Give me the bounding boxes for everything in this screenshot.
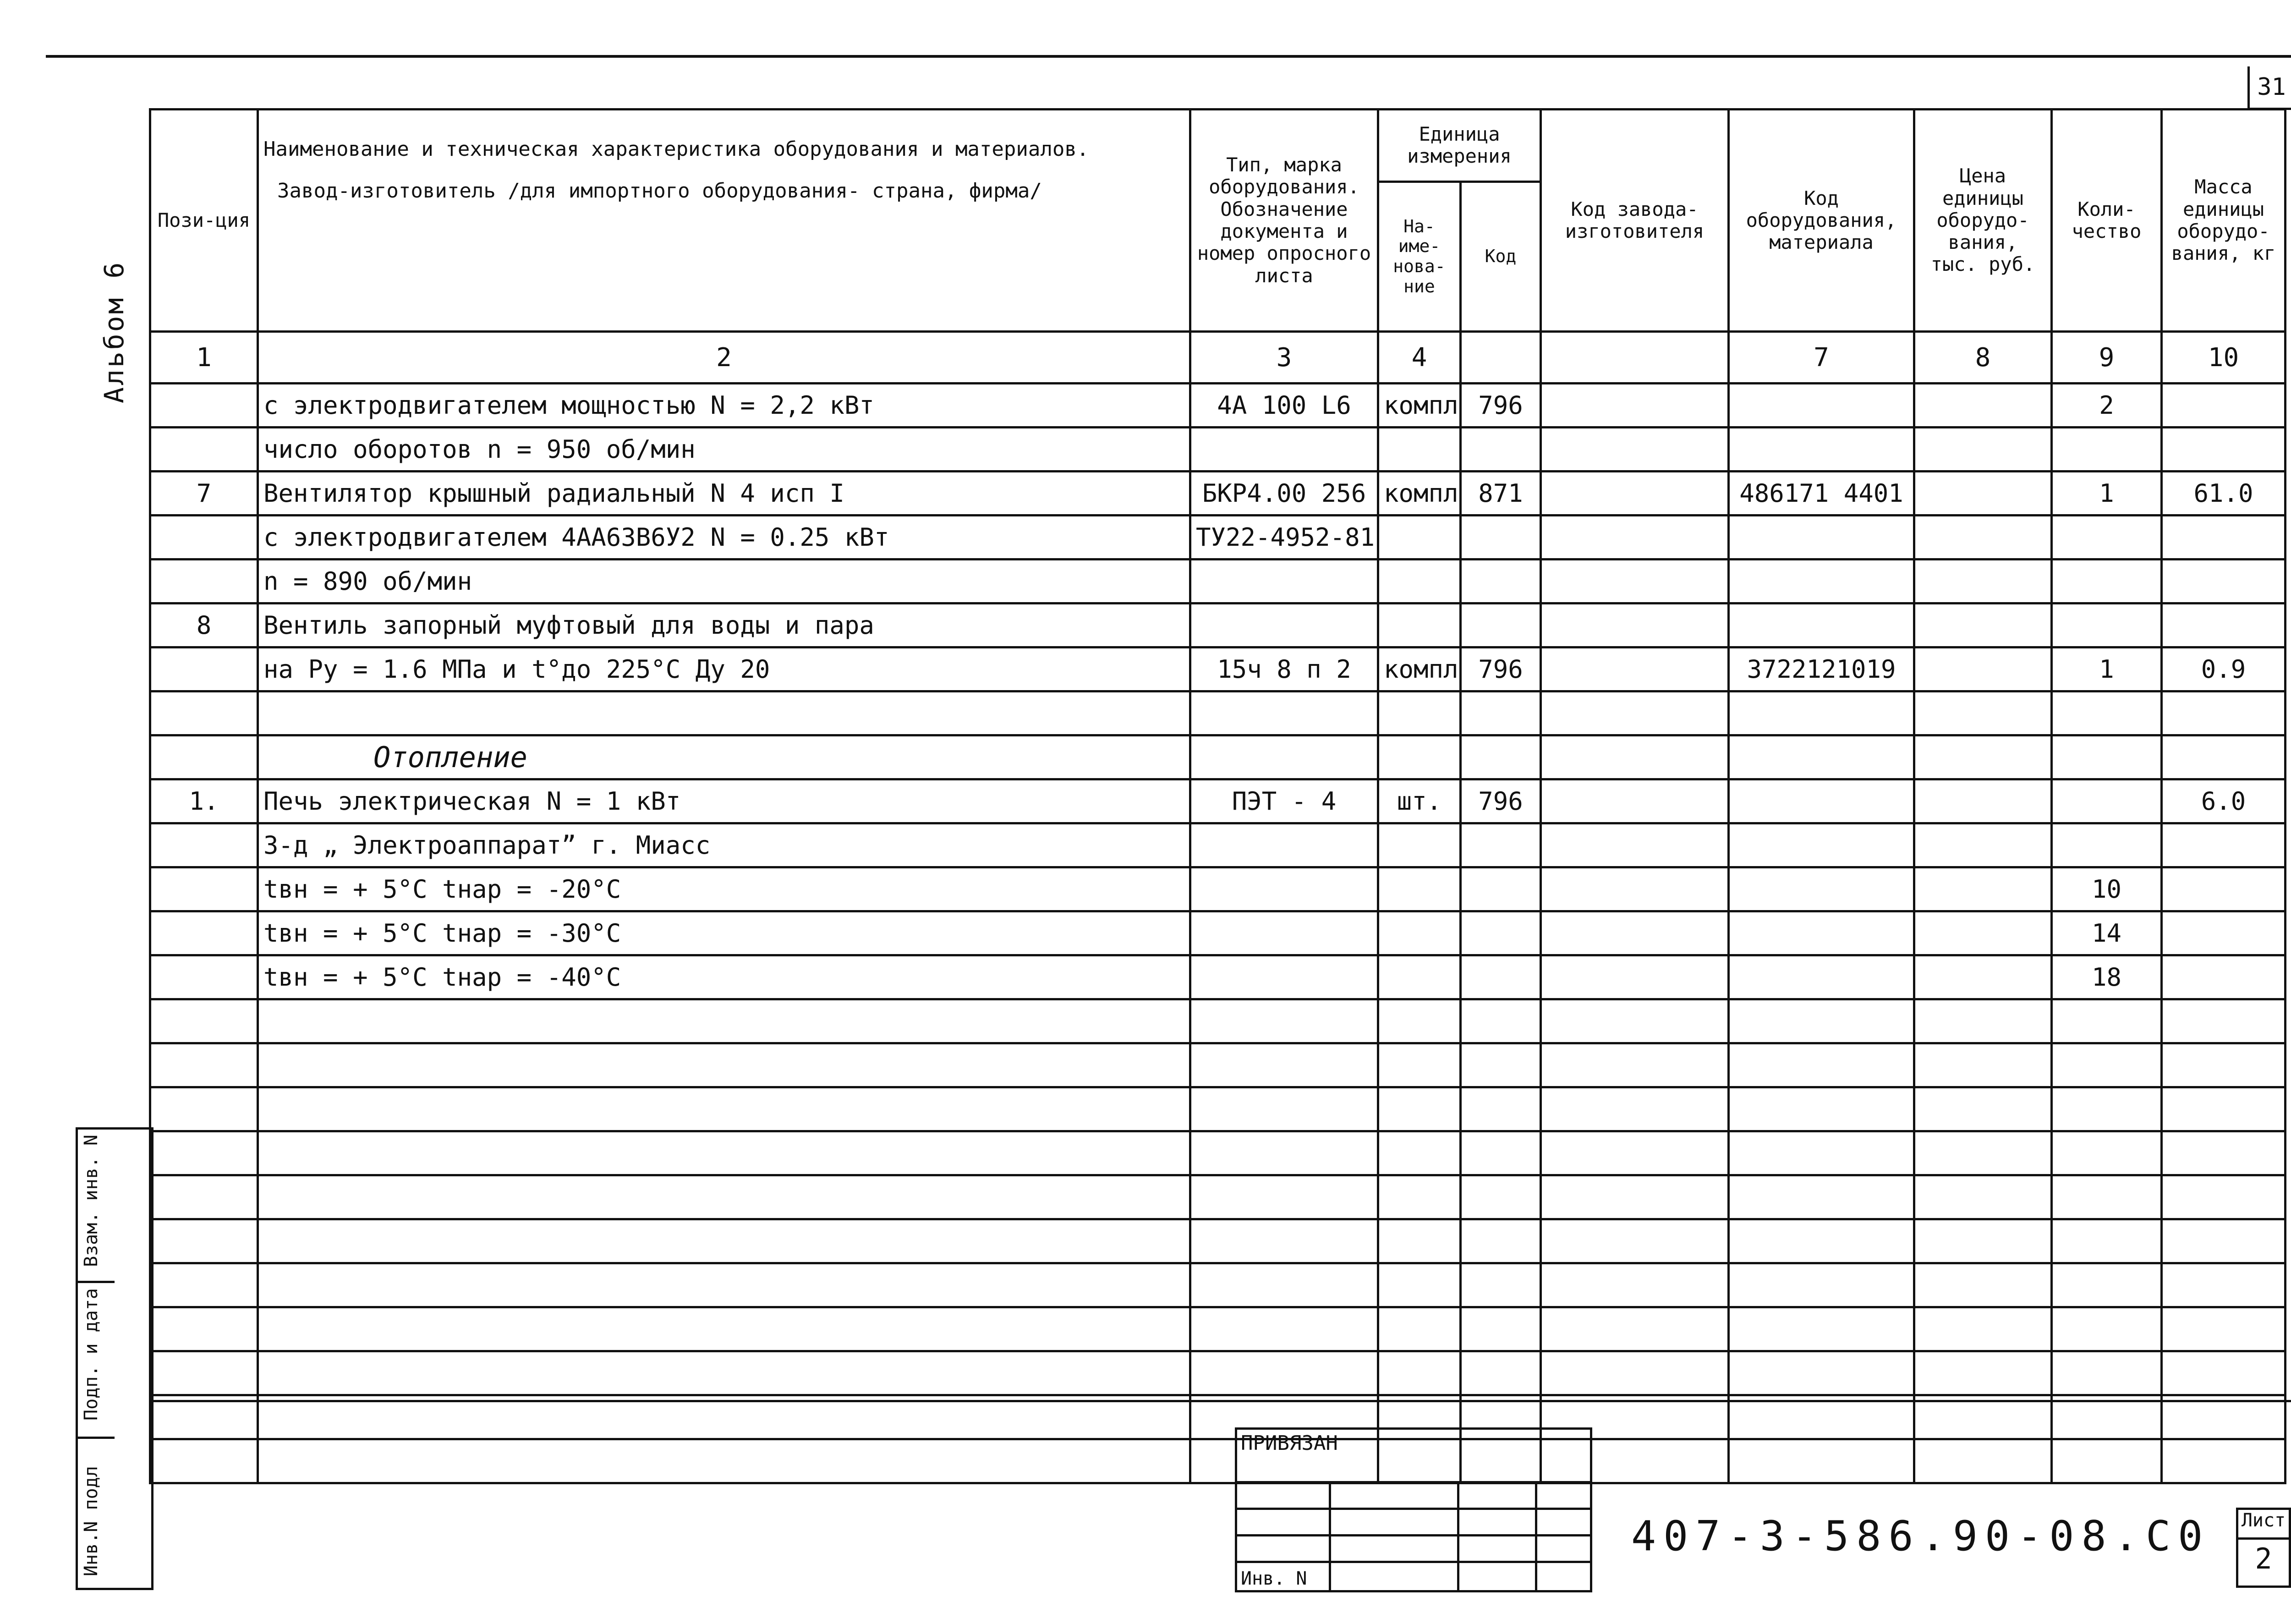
cell-name	[258, 1043, 1190, 1087]
cell-code	[1461, 560, 1541, 604]
cell-code	[1461, 823, 1541, 867]
cell-pos	[150, 823, 258, 867]
header-unit-name: На-име-нова-ние	[1378, 181, 1461, 331]
cell-plant	[1541, 867, 1729, 911]
cell-code	[1461, 516, 1541, 560]
cell-type: БКР4.00 256	[1190, 472, 1378, 516]
cell-plant	[1541, 1219, 1729, 1263]
cell-pos	[150, 867, 258, 911]
column-number: 1	[150, 332, 258, 384]
cell-code	[1461, 691, 1541, 735]
sheet-value: 2	[2255, 1542, 2272, 1575]
cell-pos	[150, 647, 258, 691]
sheet-box	[2236, 1508, 2291, 1588]
cell-code	[1461, 955, 1541, 999]
label-vzam-inv: Взам. инв. N	[81, 1135, 102, 1267]
cell-mass	[2162, 1351, 2286, 1395]
header-unit: Единица измерения	[1378, 110, 1541, 182]
cell-price	[1914, 1043, 2052, 1087]
cell-equip	[1729, 691, 1914, 735]
cell-qty	[2052, 1351, 2162, 1395]
cell-price	[1914, 779, 2052, 823]
cell-pos	[150, 1043, 258, 1087]
cell-price	[1914, 604, 2052, 647]
cell-type	[1190, 428, 1378, 472]
cell-qty: 2	[2052, 384, 2162, 428]
cell-qty: 14	[2052, 911, 2162, 955]
cell-pos	[150, 735, 258, 779]
cell-price	[1914, 1263, 2052, 1307]
cell-equip	[1729, 428, 1914, 472]
cell-name: Отопление	[258, 735, 1190, 779]
cell-equip	[1729, 1131, 1914, 1175]
cell-equip	[1729, 1087, 1914, 1131]
cell-code: 796	[1461, 647, 1541, 691]
cell-code	[1461, 1175, 1541, 1219]
cell-qty	[2052, 560, 2162, 604]
cell-equip	[1729, 1307, 1914, 1351]
cell-name	[258, 999, 1190, 1043]
cell-mass: 0.9	[2162, 647, 2286, 691]
cell-pos: 1.	[150, 779, 258, 823]
cell-type	[1190, 604, 1378, 647]
cell-pos	[150, 1307, 258, 1351]
cell-qty	[2052, 1307, 2162, 1351]
cell-equip	[1729, 560, 1914, 604]
table-row	[150, 1263, 2286, 1307]
cell-unit: компл	[1378, 384, 1461, 428]
table-row	[150, 911, 2286, 955]
cell-mass	[2162, 1131, 2286, 1175]
cell-pos	[150, 1439, 258, 1483]
column-number: 7	[1729, 332, 1914, 384]
cell-plant	[1541, 823, 1729, 867]
cell-mass	[2162, 604, 2286, 647]
cell-price	[1914, 691, 2052, 735]
cell-pos	[150, 1263, 258, 1307]
column-number: 4	[1378, 332, 1461, 384]
cell-pos: 7	[150, 472, 258, 516]
specification-table	[149, 108, 2286, 1484]
cell-mass	[2162, 428, 2286, 472]
table-row	[150, 955, 2286, 999]
cell-name	[258, 1219, 1190, 1263]
cell-equip	[1729, 604, 1914, 647]
cell-qty	[2052, 999, 2162, 1043]
cell-price	[1914, 516, 2052, 560]
cell-plant	[1541, 735, 1729, 779]
cell-plant	[1541, 911, 1729, 955]
cell-price	[1914, 1307, 2052, 1351]
cell-price	[1914, 1087, 2052, 1131]
cell-equip	[1729, 999, 1914, 1043]
cell-pos: 8	[150, 604, 258, 647]
cell-plant	[1541, 1131, 1729, 1175]
cell-unit	[1378, 1307, 1461, 1351]
cell-name	[258, 1087, 1190, 1131]
cell-mass	[2162, 516, 2286, 560]
cell-price	[1914, 1175, 2052, 1219]
cell-type	[1190, 867, 1378, 911]
header-price: Цена единицы оборудо-вания, тыс. руб.	[1914, 110, 2052, 332]
cell-plant	[1541, 955, 1729, 999]
cell-price	[1914, 867, 2052, 911]
cell-price	[1914, 428, 2052, 472]
cell-price	[1914, 1351, 2052, 1395]
cell-type	[1190, 1351, 1378, 1395]
cell-type: 4А 100 L6	[1190, 384, 1378, 428]
cell-equip: 3722121019	[1729, 647, 1914, 691]
cell-equip	[1729, 955, 1914, 999]
cell-equip	[1729, 779, 1914, 823]
cell-qty	[2052, 1131, 2162, 1175]
column-number	[1541, 332, 1729, 384]
header-position: Пози-ция	[150, 110, 258, 332]
table-row	[150, 779, 2286, 823]
cell-plant	[1541, 1307, 1729, 1351]
cell-type	[1190, 911, 1378, 955]
cell-plant	[1541, 516, 1729, 560]
column-number	[1461, 332, 1541, 384]
album-label: Альбом 6	[99, 260, 130, 403]
cell-mass	[2162, 1307, 2286, 1351]
table-row	[150, 1043, 2286, 1087]
cell-name: tвн = + 5°С tнар = -20°С	[258, 867, 1190, 911]
cell-pos	[150, 999, 258, 1043]
cell-qty	[2052, 1043, 2162, 1087]
cell-code: 796	[1461, 384, 1541, 428]
header-unit-code: Код	[1461, 181, 1541, 331]
cell-plant	[1541, 384, 1729, 428]
cell-equip	[1729, 1439, 1914, 1483]
stamp-inv-label: Инв. N	[1241, 1568, 1307, 1589]
cell-code	[1461, 911, 1541, 955]
cell-mass	[2162, 560, 2286, 604]
sheet-number: 31	[2247, 66, 2291, 110]
cell-name	[258, 1131, 1190, 1175]
cell-plant	[1541, 472, 1729, 516]
cell-code	[1461, 428, 1541, 472]
header-name-line1: Наименование и техническая характеристика оборудования и материалов.	[263, 137, 1089, 161]
cell-equip: 486171 4401	[1729, 472, 1914, 516]
binding-stamp	[1235, 1427, 1592, 1592]
label-podp-data: Подп. и дата	[81, 1288, 102, 1421]
cell-code	[1461, 1219, 1541, 1263]
cell-equip	[1729, 735, 1914, 779]
cell-plant	[1541, 999, 1729, 1043]
table-row	[150, 1439, 2286, 1483]
cell-code	[1461, 999, 1541, 1043]
cell-plant	[1541, 604, 1729, 647]
cell-mass	[2162, 735, 2286, 779]
cell-name: с электродвигателем 4АА63В6У2 N = 0.25 кВт	[258, 516, 1190, 560]
cell-unit	[1378, 1175, 1461, 1219]
cell-price	[1914, 823, 2052, 867]
cell-name: n = 890 об/мин	[258, 560, 1190, 604]
cell-qty: 1	[2052, 472, 2162, 516]
table-row	[150, 1087, 2286, 1131]
cell-unit	[1378, 604, 1461, 647]
cell-name: tвн = + 5°С tнар = -40°С	[258, 955, 1190, 999]
cell-code	[1461, 1131, 1541, 1175]
sheet-label: Лист	[2238, 1510, 2289, 1540]
cell-pos	[150, 1087, 258, 1131]
cell-pos	[150, 691, 258, 735]
cell-plant	[1541, 428, 1729, 472]
table-row	[150, 1307, 2286, 1351]
cell-pos	[150, 1175, 258, 1219]
cell-mass	[2162, 691, 2286, 735]
table-row	[150, 516, 2286, 560]
cell-equip	[1729, 911, 1914, 955]
cell-unit	[1378, 1087, 1461, 1131]
cell-equip	[1729, 1043, 1914, 1087]
cell-qty: 1	[2052, 647, 2162, 691]
cell-type	[1190, 1175, 1378, 1219]
document-code: 407-3-586.90-08.С0	[1631, 1512, 2210, 1560]
table-row	[150, 472, 2286, 516]
cell-price	[1914, 647, 2052, 691]
cell-type	[1190, 1219, 1378, 1263]
cell-price	[1914, 911, 2052, 955]
cell-mass	[2162, 1043, 2286, 1087]
cell-unit	[1378, 955, 1461, 999]
cell-name	[258, 1263, 1190, 1307]
cell-plant	[1541, 779, 1729, 823]
cell-plant	[1541, 1175, 1729, 1219]
cell-unit	[1378, 867, 1461, 911]
cell-mass: 6.0	[2162, 779, 2286, 823]
cell-equip	[1729, 1351, 1914, 1395]
cell-code	[1461, 604, 1541, 647]
cell-type	[1190, 560, 1378, 604]
cell-price	[1914, 735, 2052, 779]
cell-code	[1461, 867, 1541, 911]
cell-type	[1190, 1307, 1378, 1351]
table-row	[150, 428, 2286, 472]
column-number: 9	[2052, 332, 2162, 384]
cell-type	[1190, 1263, 1378, 1307]
cell-unit	[1378, 1131, 1461, 1175]
cell-code	[1461, 735, 1541, 779]
cell-unit	[1378, 1263, 1461, 1307]
header-equipment-code: Код оборудования, материала	[1729, 110, 1914, 332]
cell-equip	[1729, 1175, 1914, 1219]
cell-name	[258, 1439, 1190, 1483]
cell-mass	[2162, 1263, 2286, 1307]
cell-name: с электродвигателем мощностью N = 2,2 кВт	[258, 384, 1190, 428]
cell-mass	[2162, 384, 2286, 428]
cell-code	[1461, 1263, 1541, 1307]
cell-qty	[2052, 691, 2162, 735]
cell-name	[258, 691, 1190, 735]
cell-qty	[2052, 428, 2162, 472]
cell-price	[1914, 1131, 2052, 1175]
cell-pos	[150, 911, 258, 955]
table-row	[150, 1351, 2286, 1395]
cell-unit: компл	[1378, 647, 1461, 691]
cell-qty	[2052, 1219, 2162, 1263]
cell-unit	[1378, 1043, 1461, 1087]
cell-pos	[150, 1131, 258, 1175]
cell-unit	[1378, 1219, 1461, 1263]
header-plant-code: Код завода-изготовителя	[1541, 110, 1729, 332]
cell-name: tвн = + 5°С tнар = -30°С	[258, 911, 1190, 955]
column-numbers-row	[150, 332, 2286, 384]
table-row	[150, 1175, 2286, 1219]
cell-qty	[2052, 516, 2162, 560]
cell-pos	[150, 1351, 258, 1395]
cell-type	[1190, 823, 1378, 867]
cell-code: 796	[1461, 779, 1541, 823]
cell-unit	[1378, 516, 1461, 560]
cell-qty	[2052, 604, 2162, 647]
cell-code	[1461, 1087, 1541, 1131]
cell-name	[258, 1307, 1190, 1351]
cell-qty: 10	[2052, 867, 2162, 911]
cell-type: ПЭТ - 4	[1190, 779, 1378, 823]
cell-qty	[2052, 823, 2162, 867]
cell-code: 871	[1461, 472, 1541, 516]
cell-type	[1190, 1131, 1378, 1175]
column-number: 2	[258, 332, 1190, 384]
column-number: 10	[2162, 332, 2286, 384]
cell-name	[258, 1351, 1190, 1395]
cell-equip	[1729, 384, 1914, 428]
cell-price	[1914, 472, 2052, 516]
cell-pos	[150, 1219, 258, 1263]
cell-unit	[1378, 823, 1461, 867]
table-row	[150, 384, 2286, 428]
cell-name: 3-д „ Электроаппарат” г. Миасс	[258, 823, 1190, 867]
cell-name: число оборотов n = 950 об/мин	[258, 428, 1190, 472]
cell-equip	[1729, 1263, 1914, 1307]
cell-unit: шт.	[1378, 779, 1461, 823]
cell-qty	[2052, 779, 2162, 823]
cell-plant	[1541, 1263, 1729, 1307]
cell-qty: 18	[2052, 955, 2162, 999]
table-row	[150, 823, 2286, 867]
cell-type	[1190, 691, 1378, 735]
cell-unit	[1378, 428, 1461, 472]
cell-price	[1914, 384, 2052, 428]
table-row	[150, 999, 2286, 1043]
cell-name: на Ру = 1.6 МПа и t°до 225°С Ду 20	[258, 647, 1190, 691]
cell-code	[1461, 1307, 1541, 1351]
table-row	[150, 560, 2286, 604]
header-quantity: Коли-чество	[2052, 110, 2162, 332]
cell-equip	[1729, 1219, 1914, 1263]
cell-equip	[1729, 867, 1914, 911]
cell-mass: 61.0	[2162, 472, 2286, 516]
cell-code	[1461, 1351, 1541, 1395]
header-mass: Масса единицы оборудо-вания, кг	[2162, 110, 2286, 332]
cell-plant	[1541, 1087, 1729, 1131]
cell-mass	[2162, 955, 2286, 999]
cell-unit	[1378, 691, 1461, 735]
cell-type	[1190, 1043, 1378, 1087]
cell-plant	[1541, 691, 1729, 735]
cell-name: Печь электрическая N = 1 кВт	[258, 779, 1190, 823]
cell-mass	[2162, 1439, 2286, 1483]
cell-type	[1190, 735, 1378, 779]
table-row	[150, 647, 2286, 691]
cell-mass	[2162, 999, 2286, 1043]
cell-pos	[150, 428, 258, 472]
cell-equip	[1729, 823, 1914, 867]
cell-pos	[150, 516, 258, 560]
column-number: 3	[1190, 332, 1378, 384]
table-row	[150, 691, 2286, 735]
cell-code	[1461, 1043, 1541, 1087]
cell-pos	[150, 955, 258, 999]
table-row	[150, 1219, 2286, 1263]
cell-pos	[150, 384, 258, 428]
cell-qty	[2052, 1087, 2162, 1131]
table-row	[150, 1131, 2286, 1175]
cell-mass	[2162, 1219, 2286, 1263]
header-name	[258, 110, 1190, 332]
cell-equip	[1729, 516, 1914, 560]
cell-plant	[1541, 1351, 1729, 1395]
cell-unit	[1378, 560, 1461, 604]
cell-type: ТУ22-4952-81	[1190, 516, 1378, 560]
cell-plant	[1541, 1043, 1729, 1087]
cell-price	[1914, 999, 2052, 1043]
table-row	[150, 867, 2286, 911]
table-row	[150, 604, 2286, 647]
cell-name	[258, 1175, 1190, 1219]
cell-mass	[2162, 823, 2286, 867]
cell-price	[1914, 1219, 2052, 1263]
cell-unit	[1378, 911, 1461, 955]
cell-name: Вентиль запорный муфтовый для воды и пара	[258, 604, 1190, 647]
cell-unit	[1378, 735, 1461, 779]
cell-type	[1190, 999, 1378, 1043]
cell-qty	[2052, 1263, 2162, 1307]
cell-name: Вентилятор крышный радиальный N 4 исп I	[258, 472, 1190, 516]
cell-mass	[2162, 867, 2286, 911]
cell-mass	[2162, 1175, 2286, 1219]
cell-qty	[2052, 1439, 2162, 1483]
cell-plant	[1541, 560, 1729, 604]
column-number: 8	[1914, 332, 2052, 384]
stamp-title: ПРИВЯЗАН	[1241, 1432, 1338, 1455]
cell-mass	[2162, 1087, 2286, 1131]
header-type: Тип, марка оборудования. Обозначение документа и номер опросного листа	[1190, 110, 1378, 332]
cell-unit: компл	[1378, 472, 1461, 516]
table-bottom-line	[149, 1400, 2291, 1402]
cell-qty	[2052, 1175, 2162, 1219]
cell-plant	[1541, 647, 1729, 691]
cell-price	[1914, 560, 2052, 604]
table-row	[150, 735, 2286, 779]
cell-type	[1190, 1087, 1378, 1131]
header-name-line2: Завод-изготовитель /для импортного оборудования- страна, фирма/	[277, 179, 1042, 203]
cell-qty	[2052, 735, 2162, 779]
cell-unit	[1378, 999, 1461, 1043]
label-inv-podl: Инв.N подл	[81, 1466, 102, 1576]
cell-pos	[150, 560, 258, 604]
cell-mass	[2162, 911, 2286, 955]
cell-type: 15ч 8 п 2	[1190, 647, 1378, 691]
cell-price	[1914, 955, 2052, 999]
cell-type	[1190, 955, 1378, 999]
cell-price	[1914, 1439, 2052, 1483]
cell-unit	[1378, 1351, 1461, 1395]
